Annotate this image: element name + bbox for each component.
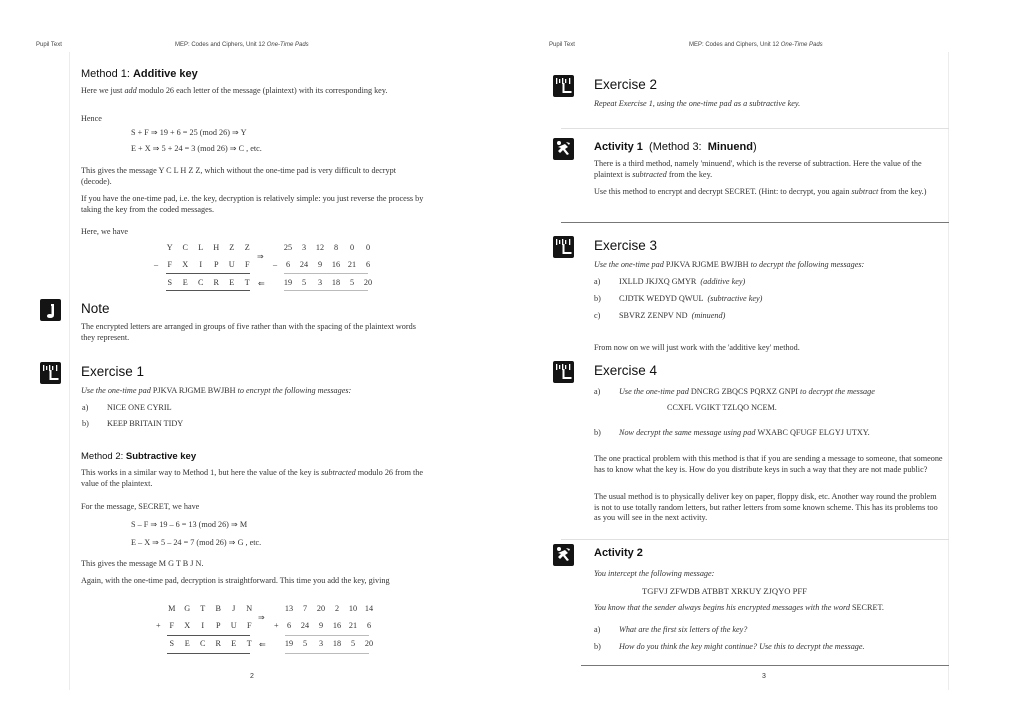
- practical-problem-p1: The one practical problem with this method is that if you are sending a message to someone, that someone has to know what the key is. How do you distribute keys in such a way that they are not made public?: [594, 454, 943, 474]
- cell: C: [200, 639, 206, 648]
- cell: S: [169, 639, 175, 648]
- text-italic: to encrypt the following messages:: [235, 386, 352, 395]
- text: modulo 26 from the value of the plaintext.: [81, 468, 424, 488]
- item-label: a): [594, 387, 601, 396]
- text-italic: subtracted: [632, 169, 667, 179]
- cell: E: [231, 639, 237, 648]
- text: Here we just: [81, 86, 125, 95]
- equation-2: E + X ⇒ 5 + 24 = 3 (mod 26) ⇒ C , etc.: [131, 144, 262, 153]
- divider: [561, 128, 949, 129]
- item-text: [619, 311, 725, 320]
- cipher-row: [164, 604, 257, 613]
- activity1-p2: [594, 187, 944, 198]
- cell: 6: [365, 260, 371, 269]
- cell: Y: [166, 243, 173, 252]
- activity1-heading: [594, 141, 757, 153]
- cell: 0: [349, 243, 355, 252]
- pad-text: PJKVA RJGME BWJBH: [665, 260, 749, 269]
- exercise2-heading: Exercise 2: [594, 77, 658, 92]
- cell: 16: [332, 621, 342, 630]
- activity-icon: [553, 544, 574, 566]
- cell: I: [199, 260, 203, 269]
- method2-intro: [81, 468, 426, 489]
- heading-text: ): [752, 141, 757, 153]
- cell: 24: [299, 260, 309, 269]
- arrow-right-icon: ⇒: [258, 613, 265, 622]
- cell: E: [184, 639, 190, 648]
- cipher-numbers-row: [280, 243, 376, 252]
- practical-problem-p2: The usual method is to physically deliver key on paper, floppy disk, etc. Another way round the problem is not to use totally random letters, but rather letters from some known scheme. This has its problems too as you will see in the next activity.: [594, 492, 938, 522]
- exercise-icon: [553, 75, 574, 97]
- running-title-text: MEP: Codes and Ciphers, Unit 12: [175, 42, 267, 48]
- here-we-have: Here, we have: [81, 227, 129, 236]
- cell: G: [184, 604, 191, 613]
- cell: 19: [284, 639, 294, 648]
- exercise4-heading: Exercise 4: [594, 363, 658, 378]
- minus-sign: –: [154, 260, 159, 269]
- pad-text: DNCRG ZBQCS PQRXZ GNPI: [690, 387, 798, 396]
- cell: 14: [364, 604, 374, 613]
- cell: 16: [331, 260, 341, 269]
- item-label: a): [594, 625, 601, 634]
- cell: I: [201, 621, 205, 630]
- item-label: a): [82, 403, 89, 412]
- plain-row: [164, 639, 257, 648]
- divider: [561, 539, 949, 540]
- item-label: b): [594, 642, 601, 651]
- cell: 19: [283, 278, 293, 287]
- cell: 18: [331, 278, 341, 287]
- pupil-text-label: Pupil Text: [36, 42, 62, 48]
- key-row: [162, 260, 255, 269]
- cell: R: [213, 278, 219, 287]
- exercise4-message: CCXFL VGIKT TZLQO NCEM.: [667, 403, 777, 412]
- cell: X: [184, 621, 191, 630]
- cell: Z: [229, 243, 235, 252]
- text-italic: What are the first six letters of the key?: [619, 625, 748, 634]
- text-italic: Repeat Exercise 1, using the one-time pad as a subtractive key.: [594, 99, 801, 108]
- note-icon: [40, 299, 61, 321]
- cell: 5: [302, 639, 308, 648]
- item-text: [619, 294, 762, 303]
- cipher-text: IXLLD JKJXQ GMYR: [619, 277, 697, 286]
- text: Use this method to encrypt and decrypt SECRET. (Hint: to decrypt, you again: [594, 187, 852, 196]
- margin-line: [948, 52, 949, 690]
- text-italic: Now decrypt the same message using pad: [619, 428, 758, 437]
- running-title: [175, 42, 309, 48]
- sum-line: [166, 290, 250, 291]
- running-title-italic: One-Time Pads: [780, 42, 823, 48]
- method2-heading-prefix: Method 2:: [81, 451, 124, 462]
- arrow-right-icon: ⇒: [257, 252, 264, 261]
- item-text: NICE ONE CYRIL: [107, 403, 172, 412]
- heading-bold: Activity 2: [594, 547, 643, 559]
- cell: E: [182, 278, 188, 287]
- cell: 5: [349, 278, 355, 287]
- cell: L: [198, 243, 204, 252]
- cell: 13: [284, 604, 294, 613]
- cell: N: [246, 604, 253, 613]
- key-numbers-row: [281, 621, 377, 630]
- exercise3-intro: [594, 260, 864, 271]
- cell: 8: [333, 243, 339, 252]
- cell: F: [246, 621, 252, 630]
- text: from the key.: [666, 169, 713, 179]
- text-italic: subtract: [851, 187, 879, 196]
- sum-line: [285, 635, 369, 636]
- plus-sign: +: [156, 621, 161, 630]
- cell: T: [246, 639, 252, 648]
- text: There is a third method, namely 'minuend', which is the reverse of subtraction. Here the value of the plaintext is: [594, 159, 922, 179]
- divider: [581, 665, 949, 666]
- cell: 3: [301, 243, 307, 252]
- item-text: [619, 642, 865, 651]
- plain-numbers-row: [281, 639, 377, 648]
- exercise-icon: [553, 361, 574, 383]
- item-text: [619, 277, 745, 286]
- heading-bold: Minuend: [707, 141, 753, 153]
- item-label: a): [594, 277, 601, 286]
- item-label: b): [82, 419, 89, 428]
- plain-numbers-row: [280, 278, 376, 287]
- cipher-text: CJDTK WEDYD QWUL: [619, 294, 704, 303]
- cell: 20: [364, 639, 374, 648]
- method1-intro: [81, 86, 426, 97]
- method1-heading-prefix: Method 1:: [81, 68, 130, 80]
- cell: 6: [366, 621, 372, 630]
- text-italic: add: [124, 86, 137, 95]
- cell: 21: [347, 260, 357, 269]
- cell: B: [215, 604, 221, 613]
- heading-bold: Activity 1: [594, 141, 643, 153]
- exercise1-intro: [81, 386, 351, 397]
- cell: T: [244, 278, 250, 287]
- method-note: (minuend): [691, 311, 726, 320]
- running-title: [689, 42, 823, 48]
- text-italic: Use the one-time pad: [81, 386, 153, 395]
- cell: T: [200, 604, 206, 613]
- cell: 18: [332, 639, 342, 648]
- exercise-icon: [40, 362, 61, 384]
- sum-line: [167, 635, 250, 636]
- cipher-numbers-row: [281, 604, 377, 613]
- sum-line: [166, 273, 250, 274]
- cell: 24: [300, 621, 310, 630]
- item-label: c): [594, 311, 601, 320]
- method1-heading-bold: Additive key: [132, 68, 198, 80]
- text-italic: to decrypt the message: [798, 387, 875, 396]
- text: from the key.): [878, 187, 927, 196]
- margin-line: [69, 52, 70, 690]
- method2-heading-bold: Subtractive key: [125, 451, 197, 462]
- cell: 12: [315, 243, 325, 252]
- pupil-text-label: Pupil Text: [549, 42, 575, 48]
- text: modulo 26 each letter of the message (plaintext) with its corresponding key.: [136, 86, 388, 95]
- cell: 3: [317, 278, 323, 287]
- method-note: (additive key): [700, 277, 746, 286]
- pad-text: WXABC QFUGF ELGYJ UTXY.: [757, 428, 870, 437]
- cipher-text: SBVRZ ZENPV ND: [619, 311, 688, 320]
- text: This works in a similar way to Method 1, but here the value of the key is: [81, 468, 322, 477]
- activity2-know: [594, 603, 884, 614]
- exercise1-heading: Exercise 1: [81, 364, 145, 379]
- item-text: KEEP BRITAIN TIDY: [107, 419, 184, 428]
- text-italic: You know that the sender always begins his encrypted messages with the word: [594, 603, 852, 612]
- from-now-on: From now on we will just work with the 'additive key' method.: [594, 343, 800, 352]
- cell: E: [229, 278, 235, 287]
- cell: M: [168, 604, 176, 613]
- exercise-icon: [553, 236, 574, 258]
- cell: F: [244, 260, 250, 269]
- plus-sign: +: [274, 621, 279, 630]
- item-text: [619, 625, 747, 634]
- pad-text: PJKVA RJGME BWJBH: [152, 386, 236, 395]
- heading-text: (Method 3:: [642, 141, 708, 153]
- sum-line: [284, 290, 368, 291]
- cell: 9: [318, 621, 324, 630]
- divider: [561, 222, 949, 223]
- cell: 5: [301, 278, 307, 287]
- method-note: (subtractive key): [707, 294, 763, 303]
- cell: P: [215, 621, 221, 630]
- item-label: b): [594, 428, 601, 437]
- cell: 9: [317, 260, 323, 269]
- exercise3-heading: Exercise 3: [594, 238, 658, 253]
- key-numbers-row: [280, 260, 376, 269]
- cell: F: [167, 260, 173, 269]
- cell: X: [182, 260, 189, 269]
- note-text: The encrypted letters are arranged in groups of five rather than with the spacing of the plaintext words they represent.: [81, 322, 416, 342]
- equation-3: S – F ⇒ 19 – 6 = 13 (mod 26) ⇒ M: [131, 520, 248, 529]
- text-italic: Use the one-time pad: [619, 387, 691, 396]
- text-italic: to decrypt the following messages:: [748, 260, 865, 269]
- cell: H: [213, 243, 220, 252]
- sum-line: [285, 653, 369, 654]
- equation-1: S + F ⇒ 19 + 6 = 25 (mod 26) ⇒ Y: [131, 128, 247, 137]
- cell: 6: [286, 621, 292, 630]
- cell: 21: [348, 621, 358, 630]
- cell: 0: [365, 243, 371, 252]
- cell: 6: [285, 260, 291, 269]
- text-italic: You intercept the following message:: [594, 569, 715, 578]
- item-label: b): [594, 294, 601, 303]
- method1-result: This gives the message Y C L H Z Z, which without the one-time pad is very difficult to decrypt (decode).: [81, 166, 396, 186]
- cell: 7: [302, 604, 308, 613]
- method1-heading: [81, 68, 198, 80]
- activity1-p1: [594, 159, 944, 180]
- cell: S: [167, 278, 173, 287]
- method2-result: This gives the message M G T B J N.: [81, 559, 204, 568]
- cell: J: [232, 604, 236, 613]
- cell: 20: [363, 278, 373, 287]
- activity-icon: [553, 138, 574, 160]
- arrow-left-icon: ⇐: [258, 279, 265, 288]
- cell: 25: [283, 243, 293, 252]
- cell: F: [169, 621, 175, 630]
- note-heading: Note: [81, 301, 110, 316]
- plain-row: [162, 278, 255, 287]
- cell: U: [230, 621, 237, 630]
- method2-heading: [81, 451, 196, 462]
- cell: C: [198, 278, 204, 287]
- activity2-heading: [594, 547, 643, 559]
- sum-line: [167, 653, 250, 654]
- item-text: [619, 387, 875, 396]
- key-row: [164, 621, 257, 630]
- equation-4: E – X ⇒ 5 – 24 = 7 (mod 26) ⇒ G , etc.: [131, 538, 262, 547]
- for-the-message: For the message, SECRET, we have: [81, 502, 200, 511]
- sum-line: [284, 273, 368, 274]
- running-title-text: MEP: Codes and Ciphers, Unit 12: [689, 42, 781, 48]
- cell: Z: [244, 243, 250, 252]
- activity2-intercept: [594, 569, 714, 580]
- text-italic: How do you think the key might continue? Use this to decrypt the message.: [619, 642, 865, 651]
- intercepted-message: TGFVJ ZFWDB ATBBT XRKUY ZJQYO PFF: [642, 586, 807, 596]
- page-number: 3: [762, 673, 766, 680]
- text-italic: Use the one-time pad: [594, 260, 666, 269]
- cell: 2: [334, 604, 340, 613]
- cell: P: [213, 260, 219, 269]
- cell: 5: [350, 639, 356, 648]
- cell: 10: [348, 604, 358, 613]
- page-number: 2: [250, 673, 254, 680]
- cipher-row: [162, 243, 255, 252]
- cell: R: [215, 639, 221, 648]
- cell: C: [182, 243, 188, 252]
- item-text: [619, 428, 870, 437]
- cell: 20: [316, 604, 326, 613]
- method1-decrypt-text: If you have the one-time pad, i.e. the key, decryption is relatively simple: you just reverse the process by taking the key from the coded messages.: [81, 194, 424, 214]
- minus-sign: –: [273, 260, 278, 269]
- cell: U: [228, 260, 235, 269]
- cell: 3: [318, 639, 324, 648]
- method2-again: Again, with the one-time pad, decryption is straightforward. This time you add the key, giving: [81, 576, 390, 585]
- arrow-left-icon: ⇐: [259, 640, 266, 649]
- exercise2-text: [594, 99, 800, 110]
- page-2: [0, 0, 512, 690]
- text-italic: subtracted: [321, 468, 356, 477]
- hence-label: Hence: [81, 114, 102, 123]
- text: SECRET.: [851, 603, 884, 612]
- running-title-italic: One-Time Pads: [266, 42, 309, 48]
- page-3: [512, 0, 1024, 690]
